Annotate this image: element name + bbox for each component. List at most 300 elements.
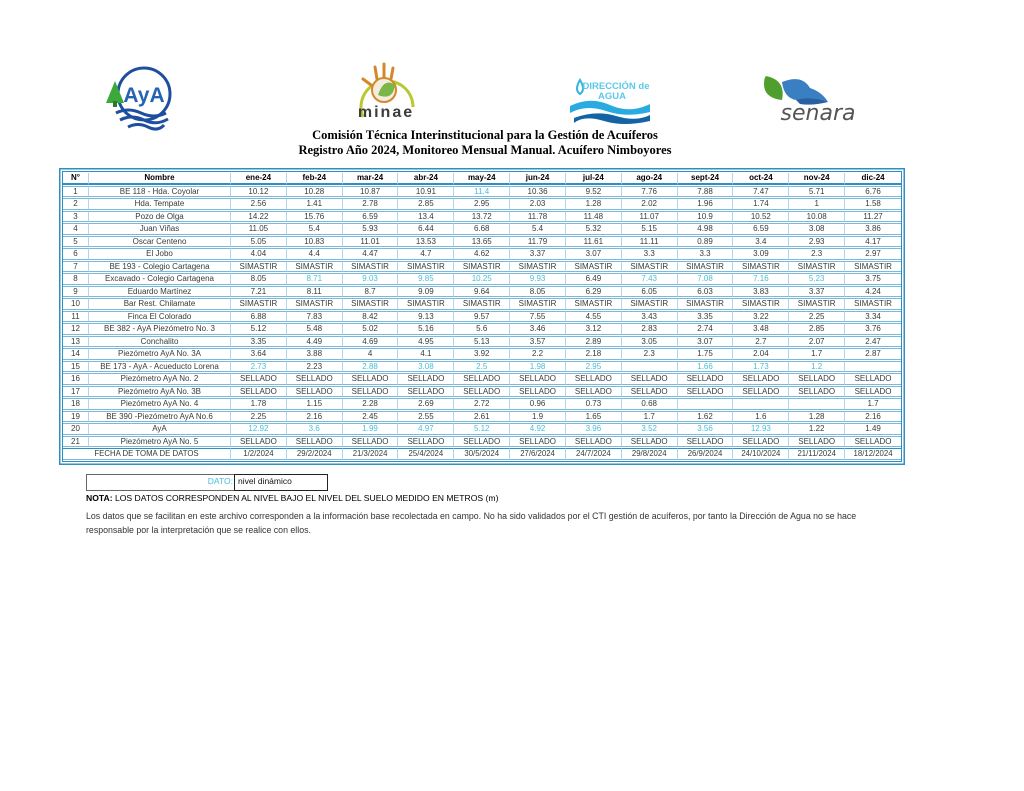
value-cell: 11.01 — [343, 236, 399, 248]
value-cell: 3.46 — [510, 323, 566, 335]
value-cell: 10.36 — [510, 186, 566, 198]
value-cell: 2.69 — [398, 398, 454, 410]
value-cell: 0.96 — [510, 398, 566, 410]
row-number: 14 — [63, 348, 89, 360]
value-cell: SELLADO — [510, 373, 566, 385]
value-cell: 8.05 — [231, 273, 287, 285]
value-cell: 8.7 — [343, 286, 399, 298]
site-name: Conchalito — [89, 336, 231, 348]
value-cell: SELLADO — [845, 436, 901, 448]
value-cell: 10.12 — [231, 186, 287, 198]
value-cell: 6.03 — [678, 286, 734, 298]
value-cell: SIMASTIR — [398, 298, 454, 310]
row-number: 15 — [63, 361, 89, 373]
value-cell: 3.37 — [789, 286, 845, 298]
value-cell: 15.76 — [287, 211, 343, 223]
site-name: El Jobo — [89, 248, 231, 260]
table-row — [63, 223, 901, 235]
value-cell: 3.3 — [622, 248, 678, 260]
value-cell — [845, 361, 901, 373]
date-cell: 21/3/2024 — [343, 448, 399, 460]
value-cell: 11.4 — [454, 186, 510, 198]
value-cell: 12.92 — [231, 423, 287, 435]
row-number: 21 — [63, 436, 89, 448]
value-cell: 3.96 — [566, 423, 622, 435]
value-cell: SELLADO — [398, 436, 454, 448]
value-cell: 4.62 — [454, 248, 510, 260]
site-name: Excavado - Colegio Cartagena — [89, 273, 231, 285]
value-cell: SELLADO — [789, 436, 845, 448]
site-name: Piezómetro AyA No. 4 — [89, 398, 231, 410]
value-cell: SIMASTIR — [287, 261, 343, 273]
value-cell: SIMASTIR — [398, 261, 454, 273]
value-cell: 5.05 — [231, 236, 287, 248]
value-cell: 5.13 — [454, 336, 510, 348]
value-cell: 1.75 — [678, 348, 734, 360]
value-cell: 2.25 — [789, 311, 845, 323]
value-cell: 2.7 — [733, 336, 789, 348]
value-cell: 3.34 — [845, 311, 901, 323]
table-header-row — [63, 173, 901, 185]
row-number: 5 — [63, 236, 89, 248]
value-cell: 3.57 — [510, 336, 566, 348]
value-cell: 3.76 — [845, 323, 901, 335]
table-row — [63, 261, 901, 273]
value-cell: 2.2 — [510, 348, 566, 360]
value-cell: 3.48 — [733, 323, 789, 335]
value-cell: 2.16 — [287, 411, 343, 423]
table-row — [63, 286, 901, 298]
value-cell: 3.83 — [733, 286, 789, 298]
value-cell: SELLADO — [287, 436, 343, 448]
value-cell: 2.04 — [733, 348, 789, 360]
value-cell: 5.71 — [789, 186, 845, 198]
column-header: N° — [63, 173, 89, 185]
column-header: sept-24 — [678, 173, 734, 185]
table-row — [63, 298, 901, 310]
value-cell: 1 — [789, 198, 845, 210]
value-cell: 2.72 — [454, 398, 510, 410]
value-cell: 3.05 — [622, 336, 678, 348]
date-cell: 21/11/2024 — [789, 448, 845, 460]
column-header: feb-24 — [287, 173, 343, 185]
row-number: 13 — [63, 336, 89, 348]
value-cell: 1.2 — [789, 361, 845, 373]
value-cell: 2.25 — [231, 411, 287, 423]
row-number: 4 — [63, 223, 89, 235]
site-name: Piezómetro AyA No. 3A — [89, 348, 231, 360]
value-cell: 9.57 — [454, 311, 510, 323]
senara-logo-icon — [752, 70, 862, 128]
value-cell: 2.03 — [510, 198, 566, 210]
value-cell: SELLADO — [789, 373, 845, 385]
value-cell: SELLADO — [733, 373, 789, 385]
value-cell: 3.37 — [510, 248, 566, 260]
value-cell: SELLADO — [454, 436, 510, 448]
table-row — [63, 398, 901, 410]
value-cell — [622, 361, 678, 373]
site-name: BE 193 - Colegio Cartagena — [89, 261, 231, 273]
table-row — [63, 186, 901, 198]
value-cell: SELLADO — [566, 373, 622, 385]
value-cell: 9.09 — [398, 286, 454, 298]
monitoring-table-container — [62, 171, 902, 462]
value-cell: SIMASTIR — [622, 261, 678, 273]
value-cell: SIMASTIR — [733, 298, 789, 310]
value-cell: 4.55 — [566, 311, 622, 323]
direccion-wordmark-line2: AGUA — [598, 91, 626, 102]
value-cell: 4.1 — [398, 348, 454, 360]
nota-text: LOS DATOS CORRESPONDEN AL NIVEL BAJO EL NIVEL DEL SUELO MEDIDO EN METROS (m) — [112, 493, 499, 503]
value-cell: 4.49 — [287, 336, 343, 348]
table-row — [63, 423, 901, 435]
table-row — [63, 386, 901, 398]
value-cell: 3.08 — [789, 223, 845, 235]
value-cell: 1.6 — [733, 411, 789, 423]
row-number: 19 — [63, 411, 89, 423]
value-cell: SELLADO — [678, 436, 734, 448]
site-name: Eduardo Martínez — [89, 286, 231, 298]
value-cell: 5.16 — [398, 323, 454, 335]
value-cell: 6.05 — [622, 286, 678, 298]
value-cell: SELLADO — [678, 373, 734, 385]
value-cell: 3.52 — [622, 423, 678, 435]
value-cell: 12.93 — [733, 423, 789, 435]
value-cell: 10.87 — [343, 186, 399, 198]
site-name: AyA — [89, 423, 231, 435]
value-cell: 11.05 — [231, 223, 287, 235]
row-number: 6 — [63, 248, 89, 260]
table-row — [63, 348, 901, 360]
dato-label: DATO: — [207, 476, 233, 486]
value-cell: 5.23 — [789, 273, 845, 285]
value-cell: SELLADO — [231, 373, 287, 385]
column-header: jul-24 — [566, 173, 622, 185]
value-cell: 11.78 — [510, 211, 566, 223]
value-cell — [678, 398, 734, 410]
value-cell: 5.4 — [287, 223, 343, 235]
site-name: BE 118 - Hda. Coyolar — [89, 186, 231, 198]
value-cell: 4.4 — [287, 248, 343, 260]
value-cell: 11.79 — [510, 236, 566, 248]
value-cell: 8.42 — [343, 311, 399, 323]
value-cell: 4.92 — [510, 423, 566, 435]
site-name: Piezómetro AyA No. 5 — [89, 436, 231, 448]
value-cell: 8.11 — [287, 286, 343, 298]
column-header: ago-24 — [622, 173, 678, 185]
title-line1: Comisión Técnica Interinstitucional para la Gestión de Acuíferos — [312, 128, 658, 142]
value-cell: SIMASTIR — [510, 298, 566, 310]
value-cell: 2.28 — [343, 398, 399, 410]
value-cell: 4.7 — [398, 248, 454, 260]
site-name: BE 382 - AyA Piezómetro No. 3 — [89, 323, 231, 335]
value-cell: 10.08 — [789, 211, 845, 223]
value-cell: SELLADO — [343, 436, 399, 448]
value-cell: 1.73 — [733, 361, 789, 373]
value-cell: 11.11 — [622, 236, 678, 248]
value-cell: 3.08 — [398, 361, 454, 373]
date-cell: 18/12/2024 — [845, 448, 901, 460]
value-cell: 7.16 — [733, 273, 789, 285]
table-row — [63, 373, 901, 385]
value-cell: 10.91 — [398, 186, 454, 198]
value-cell: 7.55 — [510, 311, 566, 323]
value-cell: SELLADO — [454, 373, 510, 385]
table-row — [63, 311, 901, 323]
value-cell: 7.21 — [231, 286, 287, 298]
value-cell: SELLADO — [398, 386, 454, 398]
value-cell: 11.61 — [566, 236, 622, 248]
value-cell: SELLADO — [454, 386, 510, 398]
value-cell: 4.98 — [678, 223, 734, 235]
value-cell: 6.49 — [566, 273, 622, 285]
value-cell: 1.22 — [789, 423, 845, 435]
site-name: Juan Viñas — [89, 223, 231, 235]
table-row — [63, 198, 901, 210]
value-cell: 3.56 — [678, 423, 734, 435]
value-cell: 5.4 — [510, 223, 566, 235]
date-cell: 27/6/2024 — [510, 448, 566, 460]
value-cell: 9.85 — [398, 273, 454, 285]
site-name: Piezómetro AyA No. 2 — [89, 373, 231, 385]
site-name: Piezómetro AyA No. 3B — [89, 386, 231, 398]
column-header: abr-24 — [398, 173, 454, 185]
value-cell: 4.97 — [398, 423, 454, 435]
value-cell: 0.68 — [622, 398, 678, 410]
value-cell: 9.64 — [454, 286, 510, 298]
table-row — [63, 336, 901, 348]
senara-wordmark: senara — [780, 101, 856, 126]
value-cell: 2.56 — [231, 198, 287, 210]
site-name: BE 390 -Piezómetro AyA No.6 — [89, 411, 231, 423]
value-cell: 6.88 — [231, 311, 287, 323]
value-cell: 10.28 — [287, 186, 343, 198]
value-cell: 2.74 — [678, 323, 734, 335]
value-cell — [789, 398, 845, 410]
value-cell: 1.58 — [845, 198, 901, 210]
value-cell: 6.59 — [733, 223, 789, 235]
value-cell: SELLADO — [622, 386, 678, 398]
value-cell: 5.93 — [343, 223, 399, 235]
value-cell: SELLADO — [733, 436, 789, 448]
value-cell: 3.35 — [678, 311, 734, 323]
value-cell: 7.43 — [622, 273, 678, 285]
direccion-agua-logo-icon — [566, 72, 654, 130]
value-cell: SIMASTIR — [845, 298, 901, 310]
value-cell: SIMASTIR — [678, 298, 734, 310]
value-cell: SELLADO — [845, 373, 901, 385]
column-header: jun-24 — [510, 173, 566, 185]
value-cell: 8.71 — [287, 273, 343, 285]
value-cell: 1.74 — [733, 198, 789, 210]
value-cell: SELLADO — [287, 373, 343, 385]
value-cell: SIMASTIR — [454, 298, 510, 310]
value-cell: SELLADO — [231, 386, 287, 398]
value-cell: 4.17 — [845, 236, 901, 248]
value-cell: 2.83 — [622, 323, 678, 335]
value-cell: 1.98 — [510, 361, 566, 373]
site-name: Hda. Tempate — [89, 198, 231, 210]
value-cell: 0.73 — [566, 398, 622, 410]
value-cell: 1.41 — [287, 198, 343, 210]
minae-wordmark: minae — [357, 104, 415, 121]
row-number: 1 — [63, 186, 89, 198]
value-cell: 2.45 — [343, 411, 399, 423]
row-number: 10 — [63, 298, 89, 310]
row-number: 2 — [63, 198, 89, 210]
value-cell: 2.93 — [789, 236, 845, 248]
value-cell: 3.09 — [733, 248, 789, 260]
value-cell: 13.53 — [398, 236, 454, 248]
footer-label: FECHA DE TOMA DE DATOS — [63, 448, 231, 460]
value-cell: 1.7 — [622, 411, 678, 423]
date-cell: 29/2/2024 — [287, 448, 343, 460]
value-cell: 2.78 — [343, 198, 399, 210]
row-number: 9 — [63, 286, 89, 298]
direccion-wordmark-line1: DIRECCIÓN de — [582, 81, 650, 92]
value-cell: 1.78 — [231, 398, 287, 410]
value-cell: 1.15 — [287, 398, 343, 410]
value-cell: SIMASTIR — [287, 298, 343, 310]
value-cell: 1.7 — [845, 398, 901, 410]
value-cell: 4.95 — [398, 336, 454, 348]
title-line2: Registro Año 2024, Monitoreo Mensual Manual. Acuífero Nimboyores — [298, 143, 672, 157]
value-cell: SELLADO — [622, 373, 678, 385]
value-cell: 3.64 — [231, 348, 287, 360]
column-header: mar-24 — [343, 173, 399, 185]
date-cell: 24/10/2024 — [733, 448, 789, 460]
value-cell: 10.83 — [287, 236, 343, 248]
value-cell: SELLADO — [678, 386, 734, 398]
value-cell: SELLADO — [789, 386, 845, 398]
row-number: 18 — [63, 398, 89, 410]
value-cell: 2.61 — [454, 411, 510, 423]
value-cell: 10.25 — [454, 273, 510, 285]
row-number: 7 — [63, 261, 89, 273]
value-cell: 11.48 — [566, 211, 622, 223]
value-cell: 9.03 — [343, 273, 399, 285]
value-cell: SELLADO — [398, 373, 454, 385]
value-cell: 5.32 — [566, 223, 622, 235]
value-cell: 3.43 — [622, 311, 678, 323]
value-cell: 2.3 — [622, 348, 678, 360]
value-cell: 11.27 — [845, 211, 901, 223]
value-cell: 1.65 — [566, 411, 622, 423]
value-cell: SIMASTIR — [733, 261, 789, 273]
value-cell: SELLADO — [343, 386, 399, 398]
value-cell: SELLADO — [566, 386, 622, 398]
value-cell: SIMASTIR — [789, 298, 845, 310]
value-cell: SIMASTIR — [622, 298, 678, 310]
value-cell: 7.83 — [287, 311, 343, 323]
value-cell: SELLADO — [566, 436, 622, 448]
row-number: 8 — [63, 273, 89, 285]
value-cell: 3.12 — [566, 323, 622, 335]
value-cell: 2.89 — [566, 336, 622, 348]
value-cell: SIMASTIR — [678, 261, 734, 273]
value-cell: 13.65 — [454, 236, 510, 248]
value-cell: 3.07 — [678, 336, 734, 348]
table-row — [63, 411, 901, 423]
value-cell: SIMASTIR — [510, 261, 566, 273]
date-cell: 30/5/2024 — [454, 448, 510, 460]
value-cell: 10.52 — [733, 211, 789, 223]
value-cell: 1.66 — [678, 361, 734, 373]
value-cell: 10.9 — [678, 211, 734, 223]
date-cell: 25/4/2024 — [398, 448, 454, 460]
column-header: dic-24 — [845, 173, 901, 185]
value-cell: 3.3 — [678, 248, 734, 260]
disclaimer-text: Los datos que se facilitan en este archivo corresponden a la información base recolectada en campo. No ha sido validados por el CTI gestión de acuíferos, por tanto la Dirección de Agua no se hace responsable por la interpretación que se realice con ellos. — [86, 511, 857, 535]
value-cell: 2.85 — [398, 198, 454, 210]
value-cell: SELLADO — [343, 373, 399, 385]
site-name: Pozo de Olga — [89, 211, 231, 223]
value-cell: 2.85 — [789, 323, 845, 335]
value-cell: SIMASTIR — [789, 261, 845, 273]
value-cell — [733, 398, 789, 410]
column-header: Nombre — [89, 173, 231, 185]
nota-line — [86, 493, 498, 503]
value-cell: 1.28 — [566, 198, 622, 210]
table-row — [63, 211, 901, 223]
value-cell: SIMASTIR — [845, 261, 901, 273]
table-row — [63, 361, 901, 373]
value-cell: 2.87 — [845, 348, 901, 360]
value-cell: 2.18 — [566, 348, 622, 360]
value-cell: SELLADO — [510, 386, 566, 398]
value-cell: 1.62 — [678, 411, 734, 423]
value-cell: SELLADO — [287, 386, 343, 398]
value-cell: 13.72 — [454, 211, 510, 223]
value-cell: 7.88 — [678, 186, 734, 198]
column-header: oct-24 — [733, 173, 789, 185]
dato-value: nivel dinámico — [234, 474, 328, 491]
value-cell: 7.76 — [622, 186, 678, 198]
data-table — [63, 172, 901, 461]
value-cell: 2.95 — [454, 198, 510, 210]
column-header: nov-24 — [789, 173, 845, 185]
date-cell: 1/2/2024 — [231, 448, 287, 460]
value-cell: SELLADO — [231, 436, 287, 448]
value-cell: 6.59 — [343, 211, 399, 223]
value-cell: SIMASTIR — [231, 298, 287, 310]
value-cell: 2.88 — [343, 361, 399, 373]
value-cell: SIMASTIR — [566, 261, 622, 273]
value-cell: 4.47 — [343, 248, 399, 260]
value-cell: 4.04 — [231, 248, 287, 260]
value-cell: 1.96 — [678, 198, 734, 210]
value-cell: SELLADO — [510, 436, 566, 448]
row-number: 12 — [63, 323, 89, 335]
date-cell: 29/8/2024 — [622, 448, 678, 460]
table-row — [63, 436, 901, 448]
value-cell: 3.4 — [733, 236, 789, 248]
value-cell: 8.05 — [510, 286, 566, 298]
value-cell: 3.07 — [566, 248, 622, 260]
value-cell: 5.12 — [231, 323, 287, 335]
value-cell: 6.44 — [398, 223, 454, 235]
value-cell: 9.52 — [566, 186, 622, 198]
aya-logo-icon — [98, 63, 184, 135]
value-cell: 4.24 — [845, 286, 901, 298]
value-cell: 3.22 — [733, 311, 789, 323]
value-cell: 2.3 — [789, 248, 845, 260]
site-name: BE 173 - AyA - Acueducto Lorena — [89, 361, 231, 373]
value-cell: 5.02 — [343, 323, 399, 335]
value-cell: 5.6 — [454, 323, 510, 335]
value-cell: 2.73 — [231, 361, 287, 373]
table-row — [63, 273, 901, 285]
